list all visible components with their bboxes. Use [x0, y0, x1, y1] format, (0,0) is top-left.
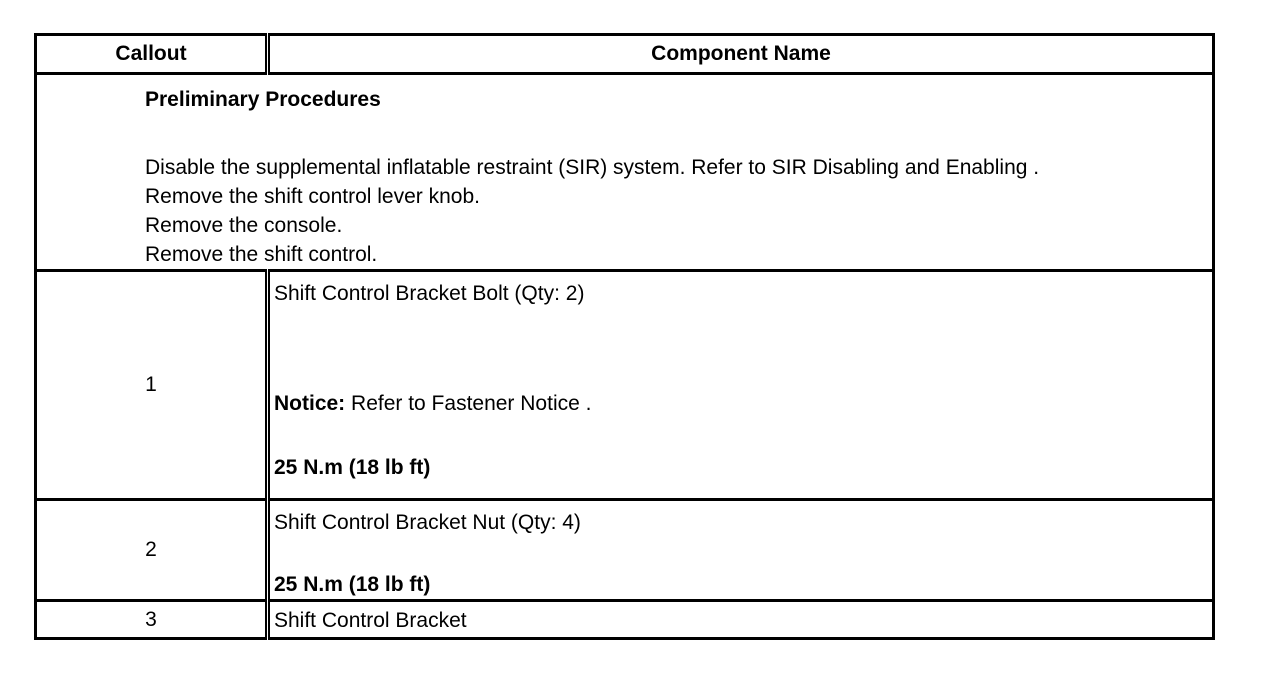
component-name: Shift Control Bracket	[274, 609, 467, 632]
preliminary-procedures-title: Preliminary Procedures	[145, 88, 381, 111]
notice-reference: Refer to Fastener Notice .	[345, 392, 592, 415]
component-name-column-header: Component Name	[268, 35, 1214, 74]
preliminary-step: Remove the shift control lever knob.	[145, 185, 480, 208]
preliminary-step: Remove the shift control.	[145, 243, 378, 266]
callout-number: 3	[36, 601, 268, 639]
callout-column-header: Callout	[36, 35, 268, 74]
component-cell	[268, 271, 1214, 500]
component-name: Shift Control Bracket Nut (Qty: 4)	[274, 511, 581, 534]
notice-label: Notice:	[274, 392, 346, 415]
table-row	[36, 601, 1214, 639]
torque-spec: 25 N.m (18 lb ft)	[274, 456, 431, 479]
notice-text	[274, 392, 1212, 416]
table-row	[36, 271, 1214, 500]
torque-spec: 25 N.m (18 lb ft)	[274, 573, 431, 596]
table-row	[36, 500, 1214, 601]
preliminary-procedures-cell	[36, 74, 1214, 271]
table-header-row	[36, 35, 1214, 74]
component-table	[34, 33, 1215, 640]
preliminary-step: Disable the supplemental inflatable restraint (SIR) system. Refer to SIR Disabling and Enabling .	[145, 156, 1040, 179]
component-cell	[268, 601, 1214, 639]
callout-number: 2	[36, 500, 268, 601]
preliminary-step: Remove the console.	[145, 214, 343, 237]
component-name: Shift Control Bracket Bolt (Qty: 2)	[274, 282, 585, 305]
component-cell	[268, 500, 1214, 601]
preliminary-procedures-row	[36, 74, 1214, 271]
callout-number: 1	[36, 271, 268, 500]
